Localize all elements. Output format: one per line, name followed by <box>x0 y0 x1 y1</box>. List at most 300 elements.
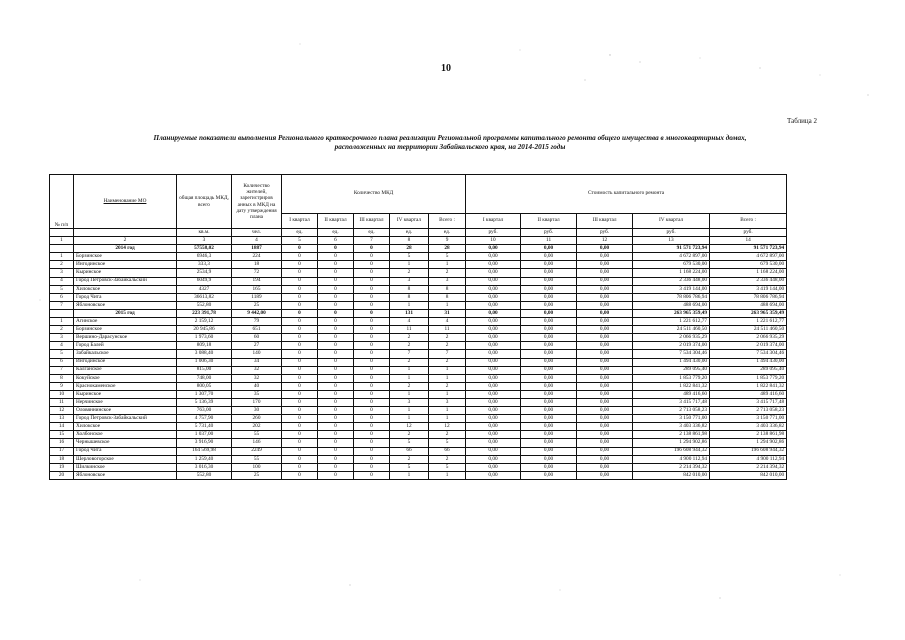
mo-name-cell: Чернышевское <box>74 439 177 447</box>
area-cell: 3 016,30 <box>177 463 232 471</box>
mkd-q4-cell: 2 <box>390 455 429 463</box>
cost-total-cell: 289 095,40 <box>710 366 787 374</box>
row-number-cell: 7 <box>50 366 74 374</box>
table-row <box>50 471 787 479</box>
plan-table <box>49 174 787 480</box>
residents-cell: 100 <box>232 463 282 471</box>
mkd-q2-cell: 0 <box>318 269 354 277</box>
index-cell: 8 <box>390 237 429 245</box>
residents-cell: 60 <box>232 334 282 342</box>
residents-cell: 32 <box>232 374 282 382</box>
row-number-cell: 6 <box>50 293 74 301</box>
header-mo: Наименование МО <box>74 175 177 229</box>
cost-q3-cell: 0,00 <box>577 423 633 431</box>
cost-q3-cell: 0,00 <box>577 309 633 317</box>
table-row <box>50 390 787 398</box>
cost-q4-cell: 488 694,00 <box>633 301 710 309</box>
row-number-cell: 9 <box>50 382 74 390</box>
table-reference: Таблица 2 <box>787 117 817 125</box>
mo-name-cell: Калганское <box>74 366 177 374</box>
area-cell: 4 757,90 <box>177 415 232 423</box>
cost-q2-cell: 0,00 <box>521 423 577 431</box>
cost-q3-cell: 0,00 <box>577 471 633 479</box>
area-cell: 1 037,00 <box>177 431 232 439</box>
mkd-total-cell: 2 <box>429 382 466 390</box>
cost-q1-cell: 0,00 <box>466 382 521 390</box>
cost-q3-cell: 0,00 <box>577 390 633 398</box>
mkd-total-cell: 1 <box>429 261 466 269</box>
mkd-q4-cell: 2 <box>390 334 429 342</box>
mkd-total-cell: 66 <box>429 447 466 455</box>
area-cell: 57558,02 <box>177 245 232 253</box>
cost-q1-cell: 0,00 <box>466 366 521 374</box>
row-number-cell: 5 <box>50 350 74 358</box>
cost-q3-cell: 0,00 <box>577 326 633 334</box>
cost-q1-cell: 0,00 <box>466 261 521 269</box>
mkd-q2-cell: 0 <box>318 439 354 447</box>
cost-q3-cell: 0,00 <box>577 439 633 447</box>
cost-q4-cell: 78 806 786,94 <box>633 293 710 301</box>
mkd-q3-cell: 0 <box>354 439 390 447</box>
mkd-q4-cell: 1 <box>390 374 429 382</box>
mkd-q2-cell: 0 <box>318 277 354 285</box>
cost-q3-cell: 0,00 <box>577 358 633 366</box>
mkd-q3-cell: 0 <box>354 326 390 334</box>
residents-cell: 18 <box>232 261 282 269</box>
area-cell: 552,80 <box>177 471 232 479</box>
row-number-cell: 20 <box>50 471 74 479</box>
mkd-q3-cell: 0 <box>354 415 390 423</box>
cost-q2-cell: 0,00 <box>521 439 577 447</box>
residents-cell: 146 <box>232 439 282 447</box>
cost-q3-cell: 0,00 <box>577 463 633 471</box>
mkd-q4-cell: 1 <box>390 407 429 415</box>
area-cell: 223 391,78 <box>177 309 232 317</box>
mkd-total-cell: 2 <box>429 431 466 439</box>
area-cell: 333,3 <box>177 261 232 269</box>
cost-total-cell: 2 019 374,00 <box>710 342 787 350</box>
index-cell: 9 <box>429 237 466 245</box>
cost-q1-cell: 0,00 <box>466 374 521 382</box>
mkd-q3-cell: 0 <box>354 309 390 317</box>
cost-q3-cell: 0,00 <box>577 301 633 309</box>
cost-q2-cell: 0,00 <box>521 342 577 350</box>
mkd-total-cell: 8 <box>429 285 466 293</box>
cost-q2-cell: 0,00 <box>521 390 577 398</box>
mkd-q1-cell: 0 <box>282 431 318 439</box>
cost-q1-cell: 0,00 <box>466 253 521 261</box>
mkd-q1-cell: 0 <box>282 253 318 261</box>
row-number-cell <box>50 309 74 317</box>
cost-total-cell: 3 419 144,00 <box>710 285 787 293</box>
residents-cell: 34 <box>232 358 282 366</box>
mkd-q1-cell: 0 <box>282 277 318 285</box>
mkd-q1-cell: 0 <box>282 285 318 293</box>
mkd-total-cell: 28 <box>429 245 466 253</box>
cost-q4-cell: 24 511 460,50 <box>633 326 710 334</box>
row-number-cell: 3 <box>50 269 74 277</box>
mkd-q4-cell: 8 <box>390 293 429 301</box>
mkd-total-cell: 1 <box>429 471 466 479</box>
mkd-q1-cell: 0 <box>282 334 318 342</box>
area-cell: 3 916,90 <box>177 439 232 447</box>
table-row <box>50 326 787 334</box>
unit-cell: руб. <box>466 229 521 237</box>
cost-q4-cell: 1 221 612,77 <box>633 318 710 326</box>
area-cell: 1 259,40 <box>177 455 232 463</box>
cost-q1-cell: 0,00 <box>466 390 521 398</box>
cost-q4-cell: 2 019 374,00 <box>633 342 710 350</box>
document-title <box>40 134 860 152</box>
cost-q2-cell: 0,00 <box>521 358 577 366</box>
mkd-q3-cell: 0 <box>354 261 390 269</box>
mkd-q3-cell: 0 <box>354 431 390 439</box>
mkd-q2-cell: 0 <box>318 358 354 366</box>
cost-total-cell: 263 965 359,49 <box>710 309 787 317</box>
cost-q1-cell: 0,00 <box>466 334 521 342</box>
cost-q2-cell: 0,00 <box>521 245 577 253</box>
cost-total-cell: 2 214 394,32 <box>710 463 787 471</box>
cost-q3-cell: 0,00 <box>577 366 633 374</box>
mkd-q1-cell: 0 <box>282 374 318 382</box>
area-cell: 552,80 <box>177 301 232 309</box>
cost-total-cell: 488 694,00 <box>710 301 787 309</box>
mkd-q1-cell: 0 <box>282 407 318 415</box>
area-cell: 800,05 <box>177 382 232 390</box>
row-number-cell: 7 <box>50 301 74 309</box>
mo-name-cell: Вершино-Дарасунское <box>74 334 177 342</box>
mkd-q4-cell: 1 <box>390 366 429 374</box>
mkd-q1-cell: 0 <box>282 398 318 406</box>
mkd-q4-cell: 4 <box>390 318 429 326</box>
mo-name-cell: Шерловогорское <box>74 455 177 463</box>
cost-q3-cell: 0,00 <box>577 382 633 390</box>
cost-q2-cell: 0,00 <box>521 326 577 334</box>
residents-cell: 30 <box>232 407 282 415</box>
row-number-cell: 4 <box>50 342 74 350</box>
mkd-q1-cell: 0 <box>282 245 318 253</box>
cost-q4-cell: 3 419 144,00 <box>633 285 710 293</box>
mkd-q4-cell: 7 <box>390 350 429 358</box>
row-number-cell: 2 <box>50 326 74 334</box>
header-num: № п/п <box>50 175 74 229</box>
table-row <box>50 423 787 431</box>
mkd-q4-cell: 2 <box>390 431 429 439</box>
cost-q4-cell: 2 336 448,00 <box>633 277 710 285</box>
cost-q4-cell: 4 672 897,00 <box>633 253 710 261</box>
table-row <box>50 463 787 471</box>
table-row <box>50 415 787 423</box>
residents-cell: 194 <box>232 277 282 285</box>
cost-q1-cell: 0,00 <box>466 455 521 463</box>
mkd-total-cell: 4 <box>429 318 466 326</box>
mkd-total-cell: 1 <box>429 366 466 374</box>
table-row <box>50 374 787 382</box>
unit-cell: кв.м. <box>177 229 232 237</box>
unit-cell <box>50 229 74 237</box>
residents-cell: 1887 <box>232 245 282 253</box>
cost-q1-cell: 0,00 <box>466 350 521 358</box>
cost-q1-cell: 0,00 <box>466 342 521 350</box>
mkd-q4-cell: 12 <box>390 423 429 431</box>
mkd-q4-cell: 2 <box>390 342 429 350</box>
cost-q2-cell: 0,00 <box>521 407 577 415</box>
mkd-q2-cell: 0 <box>318 293 354 301</box>
mkd-q2-cell: 0 <box>318 342 354 350</box>
row-number-cell: 19 <box>50 463 74 471</box>
area-cell: 809,18 <box>177 342 232 350</box>
year-summary-row <box>50 245 787 253</box>
cost-q4-cell: 1 853 779,20 <box>633 374 710 382</box>
cost-q3-cell: 0,00 <box>577 415 633 423</box>
cost-total-cell: 3 403 336,82 <box>710 423 787 431</box>
unit-cell <box>74 229 177 237</box>
unit-cell: ед. <box>390 229 429 237</box>
mkd-q4-cell: 5 <box>390 253 429 261</box>
mkd-q1-cell: 0 <box>282 366 318 374</box>
index-cell: 2 <box>74 237 177 245</box>
mkd-q2-cell: 0 <box>318 374 354 382</box>
row-number-cell: 4 <box>50 277 74 285</box>
header-cost: Стоимость капитального ремонта <box>466 175 787 214</box>
row-number-cell: 15 <box>50 431 74 439</box>
table-row <box>50 318 787 326</box>
residents-cell: 55 <box>232 431 282 439</box>
mkd-total-cell: 2 <box>429 455 466 463</box>
cost-q3-cell: 0,00 <box>577 374 633 382</box>
cost-q2-cell: 0,00 <box>521 285 577 293</box>
header-cost-q3: III квартал <box>577 214 633 229</box>
mkd-q4-cell: 66 <box>390 447 429 455</box>
mo-name-cell: Оловяннинское <box>74 407 177 415</box>
cost-total-cell: 1 221 612,77 <box>710 318 787 326</box>
mkd-total-cell: 11 <box>429 326 466 334</box>
mkd-q3-cell: 0 <box>354 382 390 390</box>
cost-total-cell: 3 415 717,48 <box>710 398 787 406</box>
table-row <box>50 382 787 390</box>
header-area: общая площадь МКД, всего <box>177 175 232 229</box>
table-row <box>50 431 787 439</box>
header-cost-q1: I квартал <box>466 214 521 229</box>
area-cell: 3 088,40 <box>177 350 232 358</box>
mkd-q2-cell: 0 <box>318 398 354 406</box>
mkd-q1-cell: 0 <box>282 415 318 423</box>
header-cost-q2: II квартал <box>521 214 577 229</box>
mkd-q3-cell: 0 <box>354 471 390 479</box>
mo-name-cell: 2014 год <box>74 245 177 253</box>
table-row <box>50 447 787 455</box>
mkd-q4-cell: 1 <box>390 471 429 479</box>
mo-name-cell: Агинское <box>74 318 177 326</box>
mkd-total-cell: 7 <box>429 350 466 358</box>
row-number-cell: 5 <box>50 285 74 293</box>
cost-total-cell: 2 066 935,29 <box>710 334 787 342</box>
cost-q1-cell: 0,00 <box>466 407 521 415</box>
cost-total-cell: 1 853 779,20 <box>710 374 787 382</box>
table-row <box>50 293 787 301</box>
residents-cell: 202 <box>232 423 282 431</box>
residents-cell: 651 <box>232 326 282 334</box>
mkd-total-cell: 1 <box>429 374 466 382</box>
unit-cell: руб. <box>710 229 787 237</box>
mkd-q3-cell: 0 <box>354 463 390 471</box>
mkd-q2-cell: 0 <box>318 423 354 431</box>
cost-q3-cell: 0,00 <box>577 318 633 326</box>
unit-cell: ед. <box>429 229 466 237</box>
unit-cell: руб. <box>521 229 577 237</box>
residents-cell: 32 <box>232 366 282 374</box>
mkd-q4-cell: 2 <box>390 269 429 277</box>
area-cell: 6946,3 <box>177 253 232 261</box>
mkd-q2-cell: 0 <box>318 245 354 253</box>
mkd-q4-cell: 11 <box>390 326 429 334</box>
cost-total-cell: 24 511 460,50 <box>710 326 787 334</box>
cost-q1-cell: 0,00 <box>466 326 521 334</box>
cost-q2-cell: 0,00 <box>521 447 577 455</box>
mkd-q1-cell: 0 <box>282 326 318 334</box>
index-cell: 12 <box>577 237 633 245</box>
cost-total-cell: 91 571 723,94 <box>710 245 787 253</box>
table-row <box>50 269 787 277</box>
mkd-total-cell: 12 <box>429 423 466 431</box>
cost-total-cell: 1 168 224,00 <box>710 269 787 277</box>
cost-q4-cell: 3 415 717,48 <box>633 398 710 406</box>
mkd-q2-cell: 0 <box>318 318 354 326</box>
area-cell: 748,00 <box>177 374 232 382</box>
mkd-q3-cell: 0 <box>354 253 390 261</box>
mkd-q2-cell: 0 <box>318 415 354 423</box>
cost-q1-cell: 0,00 <box>466 301 521 309</box>
cost-total-cell: 7 534 304,46 <box>710 350 787 358</box>
area-cell: 1 006,30 <box>177 358 232 366</box>
index-cell: 7 <box>354 237 390 245</box>
mo-name-cell: Яблоновское <box>74 301 177 309</box>
mkd-q2-cell: 0 <box>318 285 354 293</box>
mkd-q1-cell: 0 <box>282 309 318 317</box>
mkd-total-cell: 1 <box>429 407 466 415</box>
mkd-q3-cell: 0 <box>354 334 390 342</box>
cost-q4-cell: 4 900 112,94 <box>633 455 710 463</box>
area-cell: 1 973,60 <box>177 334 232 342</box>
unit-cell: чел. <box>232 229 282 237</box>
cost-q4-cell: 289 095,40 <box>633 366 710 374</box>
mkd-q2-cell: 0 <box>318 447 354 455</box>
row-number-cell: 18 <box>50 455 74 463</box>
table-row <box>50 398 787 406</box>
residents-cell: 79 <box>232 318 282 326</box>
area-cell: 20 945,86 <box>177 326 232 334</box>
cost-q3-cell: 0,00 <box>577 334 633 342</box>
residents-cell: 72 <box>232 269 282 277</box>
mkd-q3-cell: 0 <box>354 342 390 350</box>
cost-total-cell: 489 416,60 <box>710 390 787 398</box>
residents-cell: 9 442,00 <box>232 309 282 317</box>
cost-q2-cell: 0,00 <box>521 374 577 382</box>
cost-q1-cell: 0,00 <box>466 423 521 431</box>
residents-cell: 25 <box>232 471 282 479</box>
residents-cell: 35 <box>232 390 282 398</box>
mo-name-cell: Краснокаменское <box>74 382 177 390</box>
cost-q1-cell: 0,00 <box>466 358 521 366</box>
header-cost-q4: IV квартал <box>633 214 710 229</box>
mkd-q2-cell: 0 <box>318 390 354 398</box>
mkd-q1-cell: 0 <box>282 455 318 463</box>
area-cell: 763,00 <box>177 407 232 415</box>
mkd-q1-cell: 0 <box>282 261 318 269</box>
mkd-total-cell: 2 <box>429 342 466 350</box>
mo-name-cell: Нерчинское <box>74 398 177 406</box>
year-summary-row <box>50 309 787 317</box>
row-number-cell: 13 <box>50 415 74 423</box>
cost-total-cell: 78 806 786,94 <box>710 293 787 301</box>
cost-q1-cell: 0,00 <box>466 431 521 439</box>
mkd-q4-cell: 131 <box>390 309 429 317</box>
title-line-1: Планируемые показатели выполнения Регионального краткосрочного плана реализации Региональной программы капитального ремонта общего имущества в многоквартирных домах, <box>153 134 747 142</box>
mkd-q3-cell: 0 <box>354 455 390 463</box>
mo-name-cell: Борзинское <box>74 326 177 334</box>
mkd-total-cell: 8 <box>429 293 466 301</box>
header-residents: Количество жителей, зарегистриров анных в МКД на дату утверждения плана <box>232 175 282 229</box>
row-number-cell: 2 <box>50 261 74 269</box>
table-row <box>50 277 787 285</box>
index-cell: 10 <box>466 237 521 245</box>
table-row <box>50 342 787 350</box>
mo-name-cell: Город Петровск-Забайкальский <box>74 415 177 423</box>
cost-total-cell: 2 138 861,98 <box>710 431 787 439</box>
mkd-q1-cell: 0 <box>282 390 318 398</box>
table-row <box>50 261 787 269</box>
cost-total-cell: 1 822 841,32 <box>710 382 787 390</box>
residents-cell: 140 <box>232 350 282 358</box>
mkd-q2-cell: 0 <box>318 309 354 317</box>
mo-name-cell: Кыринское <box>74 269 177 277</box>
mkd-q3-cell: 0 <box>354 398 390 406</box>
table-row <box>50 301 787 309</box>
mkd-q4-cell: 1 <box>390 415 429 423</box>
mkd-q4-cell: 5 <box>390 463 429 471</box>
mkd-total-cell: 31 <box>429 309 466 317</box>
unit-cell: руб. <box>633 229 710 237</box>
table-row <box>50 358 787 366</box>
area-cell: 815,00 <box>177 366 232 374</box>
cost-total-cell: 3 150 771,00 <box>710 415 787 423</box>
header-cost-total: Всего : <box>710 214 787 229</box>
cost-q2-cell: 0,00 <box>521 293 577 301</box>
header-mkd-q1: I квартал <box>282 214 318 229</box>
cost-q3-cell: 0,00 <box>577 447 633 455</box>
mkd-total-cell: 5 <box>429 253 466 261</box>
unit-cell: ед. <box>318 229 354 237</box>
row-number-cell: 12 <box>50 407 74 415</box>
cost-q4-cell: 196 608 944,32 <box>633 447 710 455</box>
cost-q1-cell: 0,00 <box>466 415 521 423</box>
unit-cell: ед. <box>354 229 390 237</box>
mo-name-cell: 2015 год <box>74 309 177 317</box>
index-cell: 11 <box>521 237 577 245</box>
cost-q1-cell: 0,00 <box>466 277 521 285</box>
mo-name-cell: Город Чита <box>74 293 177 301</box>
unit-cell: руб. <box>577 229 633 237</box>
cost-q2-cell: 0,00 <box>521 269 577 277</box>
row-number-cell: 16 <box>50 439 74 447</box>
mkd-q4-cell: 8 <box>390 285 429 293</box>
residents-cell: 40 <box>232 382 282 390</box>
mo-name-cell: Хилокское <box>74 285 177 293</box>
mkd-q3-cell: 0 <box>354 366 390 374</box>
mkd-total-cell: 3 <box>429 277 466 285</box>
cost-q2-cell: 0,00 <box>521 318 577 326</box>
cost-q2-cell: 0,00 <box>521 334 577 342</box>
